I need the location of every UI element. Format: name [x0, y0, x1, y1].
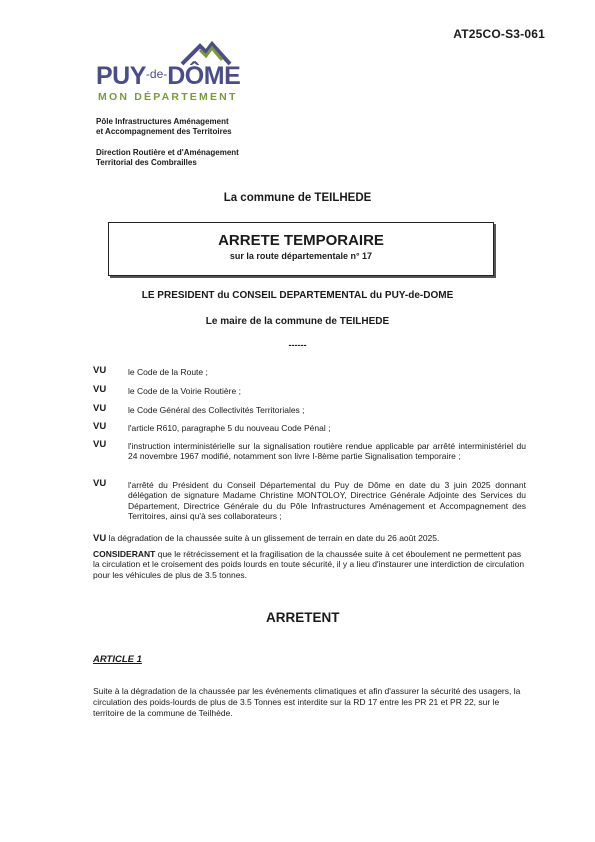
president-line: LE PRESIDENT du CONSEIL DEPARTEMENTAL du PUY-de-DOME [141, 290, 454, 301]
vu-item: l'article R610, paragraphe 5 du nouveau Code Pénal ; [128, 423, 331, 433]
vu-last-item: VU la dégradation de la chaussée suite à un glissement de terrain en date du 26 août 2025. [93, 533, 440, 544]
vu-label: VU [93, 478, 107, 489]
title-box [108, 222, 494, 276]
document-reference: AT25CO-S3-061 [453, 27, 545, 41]
article-1-body: Suite à la dégradation de la chaussée par les événements climatiques et afin d'assurer la sécurité des usagers, la circulation des poids-lourds de plus de 3.5 Tonnes est interdite sur la RD 17 entre les PR 21 et PR 22, sur le territoire de la commune de Teilhède. [93, 686, 521, 718]
considerant-paragraph: CONSIDERANT que le rétrécissement et la fragilisation de la chaussée suite à cet éboulement ne permettent pas la circulation et le croisement des poids lourds en toute sécurité, il y a lieu d'instaurer une interdiction de circulation pour les véhicules de plus de 3.5 tonnes. [93, 549, 525, 580]
logo-name: $PUY^{-de-}DÔME$ [96, 62, 241, 90]
department-logo [96, 40, 272, 108]
vu-item: l'instruction interministérielle sur la signalisation routière rendue applicable par arrêté interministériel du 24 novembre 1967 modifié, notamment son livre I-8ème partie Signalisation temporaire ; [128, 441, 526, 462]
page-title: ARRETE TEMPORAIRE [218, 232, 384, 249]
commune-line: La commune de TEILHEDE [223, 192, 372, 204]
vu-label: VU [93, 421, 107, 432]
vu-item: le Code de la Voirie Routière ; [128, 386, 241, 396]
vu-item: l'arrêté du Président du Conseil Départemental du Puy de Dôme en date du 3 juin 2025 donnant délégation de signature Madame Christine MONTOLOY, Directrice Générale Adjointe des Services du Département, Directrice Générale du du Pôle Infrastructures Aménagement et Accompagnement des Territoires, ainsi qu'à ses collaborateurs ; [128, 480, 526, 522]
logo-tagline: MON DÉPARTEMENT [98, 91, 238, 103]
separator: ------ [288, 340, 307, 350]
vu-label: VU [93, 384, 107, 395]
article-1-heading: ARTICLE 1 [93, 654, 142, 665]
arretent-heading: ARRETENT [266, 610, 340, 625]
vu-label: VU [93, 365, 107, 376]
vu-label: VU [93, 403, 107, 414]
org-block-pole: Pôle Infrastructures Aménagement et Accompagnement des Territoires [96, 117, 232, 136]
vu-label: VU [93, 439, 107, 450]
org-block-direction: Direction Routière et d'Aménagement Territorial des Combrailles [96, 148, 239, 167]
maire-line: Le maire de la commune de TEILHEDE [205, 316, 390, 327]
page-subtitle: sur la route départementale n° 17 [229, 251, 373, 261]
vu-item: le Code de la Route ; [128, 367, 208, 377]
vu-item: le Code Général des Collectivités Territoriales ; [128, 405, 305, 415]
